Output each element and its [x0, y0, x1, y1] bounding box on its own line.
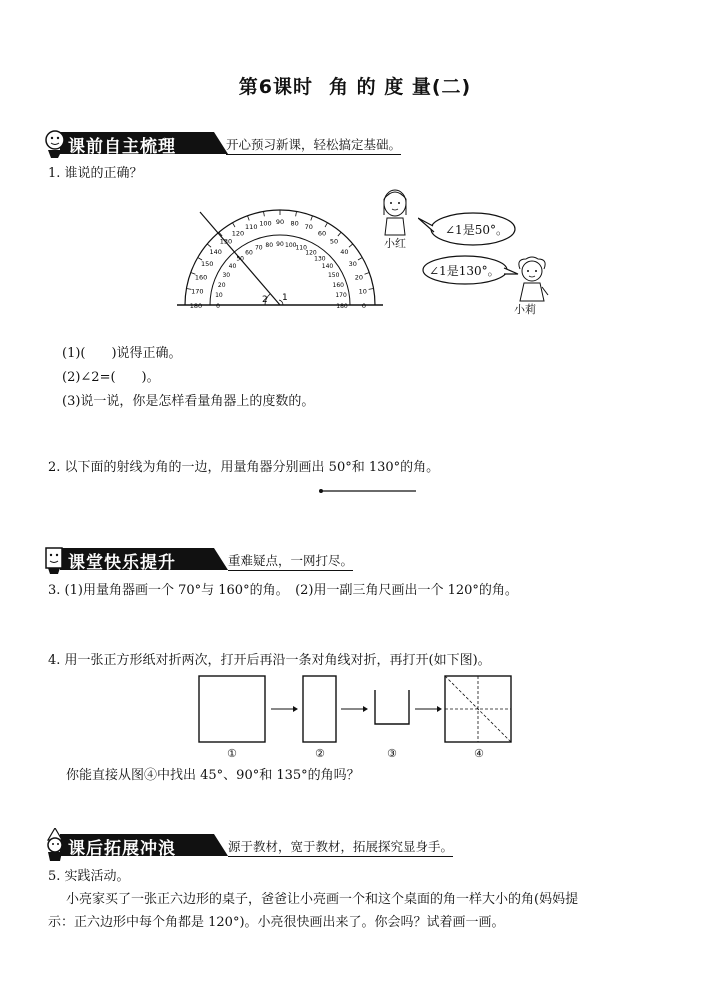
protractor-outer-label: 0 [361, 302, 367, 310]
protractor-outer-label: 60 [317, 229, 327, 238]
protractor-outer-label: 90 [275, 218, 285, 226]
name-xiaohong: 小红 [384, 237, 406, 250]
protractor-inner-label: 60 [245, 249, 253, 257]
protractor-tick [325, 223, 328, 227]
protractor-tick [358, 258, 362, 261]
protractor-outer-label: 180 [189, 302, 203, 310]
protractor-outer-label: 40 [340, 248, 349, 257]
protractor-inner-label: 90 [276, 241, 284, 248]
protractor-tick [296, 211, 297, 216]
question-5-line-2: 示：正六边形中每个角都是 120°)。小亮很快画出来了。你会吗？试着画一画。 [48, 915, 505, 930]
protractor-inner-label: 160 [332, 281, 344, 289]
protractor-inner-label: 100 [285, 241, 297, 249]
section-subtitle: 重难疑点，一网打尽。 [228, 551, 353, 571]
ray-figure [316, 486, 421, 496]
protractor-tick [311, 216, 313, 221]
figure-label-3: ③ [387, 747, 397, 760]
protractor-inner-label: 0 [216, 303, 220, 310]
protractor-inner-label: 140 [321, 263, 334, 271]
protractor-tick [369, 289, 374, 290]
question-1-part-2: (2)∠2=( )。 [62, 370, 160, 385]
protractor-outer-label: 160 [194, 273, 208, 282]
question-5-stem: 5. 实践活动。 [48, 869, 130, 884]
section-banner-preview [38, 126, 538, 160]
protractor-outer-label: 80 [290, 219, 299, 228]
bubble-text-xiaoli: ∠1是130°。 [429, 264, 500, 278]
protractor-inner-label: 20 [217, 281, 226, 289]
question-1-part-1: (1)( )说得正确。 [62, 346, 182, 361]
section-banner-classroom [38, 542, 538, 576]
figure-label-4: ④ [474, 747, 484, 760]
title-part: 第 [238, 76, 259, 98]
protractor-tick [365, 273, 370, 275]
protractor-inner-label: 130 [314, 255, 326, 263]
protractor-outer-label: 30 [348, 260, 357, 268]
question-4-question: 你能直接从图④中找出 45°、90°和 135°的角吗？ [66, 768, 360, 783]
protractor-outer-label: 10 [358, 287, 367, 296]
protractor-outer-label: 110 [245, 223, 258, 232]
protractor-outer-label: 20 [354, 273, 364, 282]
protractor-inner-label: 110 [295, 244, 307, 252]
protractor-outer-label: 120 [231, 229, 245, 238]
question-4-stem: 4. 用一张正方形纸对折两次，打开后再沿一条对角线对折，再打开(如下图)。 [48, 653, 491, 668]
page-title [0, 72, 710, 99]
question-1-part-3: (3)说一说，你是怎样看量角器上的度数的。 [62, 394, 315, 409]
section-subtitle: 开心预习新课，轻松搞定基础。 [226, 135, 401, 155]
protractor-tick [349, 244, 353, 247]
section-banner-extension [38, 828, 538, 862]
girl-xiaoli-illustration [512, 255, 552, 305]
protractor-outer-label: 130 [219, 237, 233, 246]
protractor-inner-label: 120 [305, 249, 317, 257]
protractor-tick [207, 244, 211, 247]
question-3-stem: 3. (1)用量角器画一个 70°与 160°的角。 (2)用一副三角尺画出一个 120°的角。 [48, 583, 518, 598]
protractor-inner-label: 70 [254, 244, 263, 252]
protractor-inner-label: 180 [336, 303, 348, 310]
protractor-tick [264, 211, 265, 216]
protractor-tick [338, 232, 341, 236]
protractor-inner-label: 30 [222, 272, 231, 279]
protractor-outer-label: 150 [201, 260, 214, 268]
protractor-outer-label: 140 [209, 248, 222, 257]
question-2-stem: 2. 以下面的射线为角的一边，用量角器分别画出 50°和 130°的角。 [48, 460, 440, 475]
protractor-inner-label: 40 [228, 263, 237, 271]
name-xiaoli: 小莉 [514, 303, 536, 316]
protractor-inner-label: 150 [327, 272, 340, 279]
girl-xiaohong-illustration [375, 185, 415, 240]
protractor-outer-label: 100 [259, 219, 272, 228]
section-label: 课堂快乐提升 [68, 553, 176, 573]
question-1-stem: 1. 谁说的正确？ [48, 166, 143, 181]
protractor-inner-label: 10 [215, 292, 223, 300]
protractor-inner-label: 50 [236, 255, 244, 263]
protractor-inner-label: 170 [335, 292, 347, 300]
protractor-outer-label: 170 [191, 287, 204, 296]
question-5-line-1: 小亮家买了一张正六边形的桌子，爸爸让小亮画一个和这个桌面的角一样大小的角(妈妈提 [66, 892, 579, 907]
title-part: 课时 [273, 76, 314, 98]
title-number: 6 [258, 76, 273, 98]
section-subtitle: 源于教材，宽于教材，拓展探究显身手。 [228, 837, 453, 857]
title-part: 角 的 度 量(二) [329, 76, 472, 98]
figure-label-2: ② [315, 747, 325, 760]
section-label: 课后拓展冲浪 [68, 839, 176, 859]
section-label: 课前自主梳理 [68, 137, 176, 157]
bubble-text-xiaohong: ∠1是50°。 [445, 223, 508, 237]
protractor-tick [248, 216, 250, 221]
angle-1-label: 1 [282, 293, 288, 303]
figure-label-1: ① [227, 747, 237, 760]
protractor-outer-label: 70 [304, 223, 313, 232]
protractor-tick [233, 223, 236, 227]
protractor-outer-label: 50 [329, 237, 339, 246]
protractor-inner-label: 80 [265, 241, 274, 249]
protractor-figure [155, 190, 390, 320]
angle-2-label: 2 [262, 295, 268, 305]
